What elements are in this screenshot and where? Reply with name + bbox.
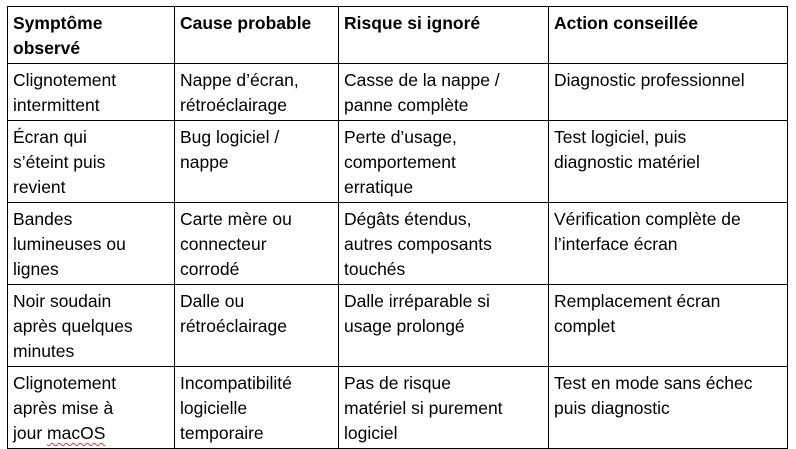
header-risk: Risque si ignoré [339, 7, 549, 64]
cell-symptom [8, 367, 175, 449]
cell-cause: Dalle ou rétroéclairage [175, 285, 339, 367]
header-symptom: Symptôme observé [8, 7, 175, 64]
cell-risk: Dégâts étendus, autres composants touchés [339, 203, 549, 285]
cell-symptom: Noir soudain après quelques minutes [8, 285, 175, 367]
cell-action: Remplacement écran complet [549, 285, 788, 367]
cell-risk: Casse de la nappe / panne complète [339, 64, 549, 121]
cell-cause: Nappe d’écran, rétroéclairage [175, 64, 339, 121]
symptom-table [7, 6, 788, 449]
cell-action: Test logiciel, puis diagnostic matériel [549, 121, 788, 203]
cell-action: Vérification complète de l’interface écran [549, 203, 788, 285]
table-row [8, 285, 788, 367]
cell-symptom-text: Clignotement après mise à jour [13, 373, 117, 443]
cell-action: Test en mode sans échec puis diagnostic [549, 367, 788, 449]
cell-risk: Dalle irréparable si usage prolongé [339, 285, 549, 367]
cell-action: Diagnostic professionnel [549, 64, 788, 121]
table-row [8, 203, 788, 285]
spellcheck-flagged-word: macOS [47, 423, 106, 443]
table-row [8, 367, 788, 449]
cell-cause: Bug logiciel / nappe [175, 121, 339, 203]
table-header-row [8, 7, 788, 64]
cell-symptom: Écran qui s’éteint puis revient [8, 121, 175, 203]
cell-cause: Incompatibilité logicielle temporaire [175, 367, 339, 449]
header-cause: Cause probable [175, 7, 339, 64]
cell-symptom: Clignotement intermittent [8, 64, 175, 121]
cell-symptom: Bandes lumineuses ou lignes [8, 203, 175, 285]
cell-cause: Carte mère ou connecteur corrodé [175, 203, 339, 285]
cell-risk: Perte d’usage, comportement erratique [339, 121, 549, 203]
table-row [8, 121, 788, 203]
table-row [8, 64, 788, 121]
cell-risk: Pas de risque matériel si purement logiciel [339, 367, 549, 449]
header-action: Action conseillée [549, 7, 788, 64]
